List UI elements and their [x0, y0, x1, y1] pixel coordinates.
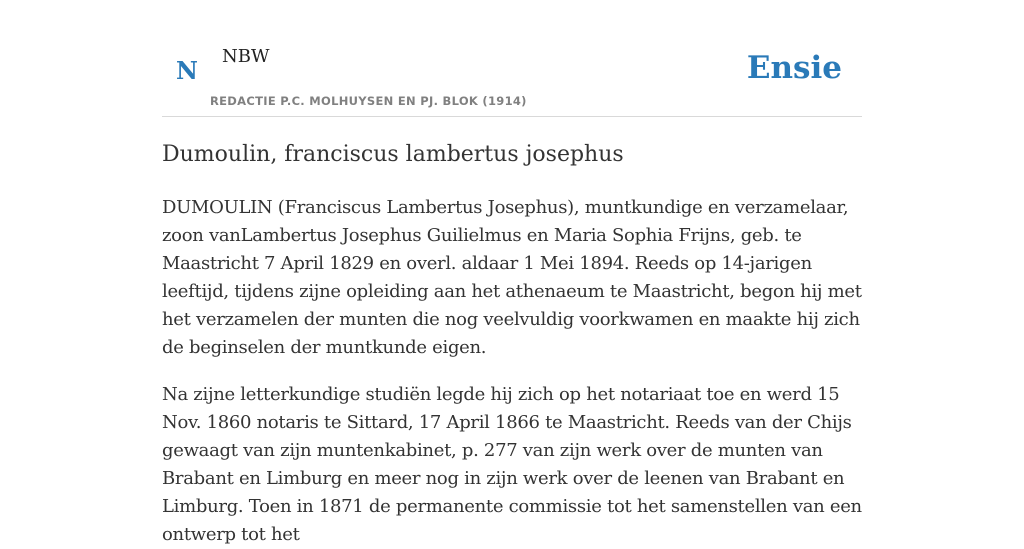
entry-title: Dumoulin, franciscus lambertus josephus — [162, 142, 624, 167]
book-title: NBW — [222, 46, 270, 67]
book-subtitle: REDACTIE P.C. MOLHUYSEN EN PJ. BLOK (1914) — [210, 94, 527, 108]
article — [162, 139, 862, 549]
book-logo-link[interactable]: N — [176, 56, 198, 85]
ensie-logo-link[interactable]: Ensie — [746, 50, 842, 86]
header — [162, 0, 862, 117]
paragraph-1: DUMOULIN (Franciscus Lambertus Josephus), muntkundige en verzamelaar, zoon vanLambertus Josephus Guilielmus en Maria Sophia Frijns, geb. te Maastricht 7 April 1829 en overl. aldaar 1 Mei 1894. Reeds op 14-jarigen leeftijd, tijdens zijne opleiding aan het athenaeum te Maastricht, begon hij met het verzamelen der munten die nog veelvuldig voorkwamen en maakte hij zich de beginselen der muntkunde eigen. — [162, 197, 862, 358]
paragraph-2: Na zijne letterkundige studiën legde hij zich op het notariaat toe en werd 15 Nov. 1860 notaris te Sittard, 17 April 1866 te Maastricht. Reeds van der Chijs gewaagt van zijn muntenkabinet, p. 277 van zijn werk over de munten van Brabant en Limburg en meer nog in zijn werk over de leenen van Brabant en Limburg. Toen in 1871 de permanente commissie tot het samenstellen van een ontwerp tot het — [162, 384, 862, 545]
